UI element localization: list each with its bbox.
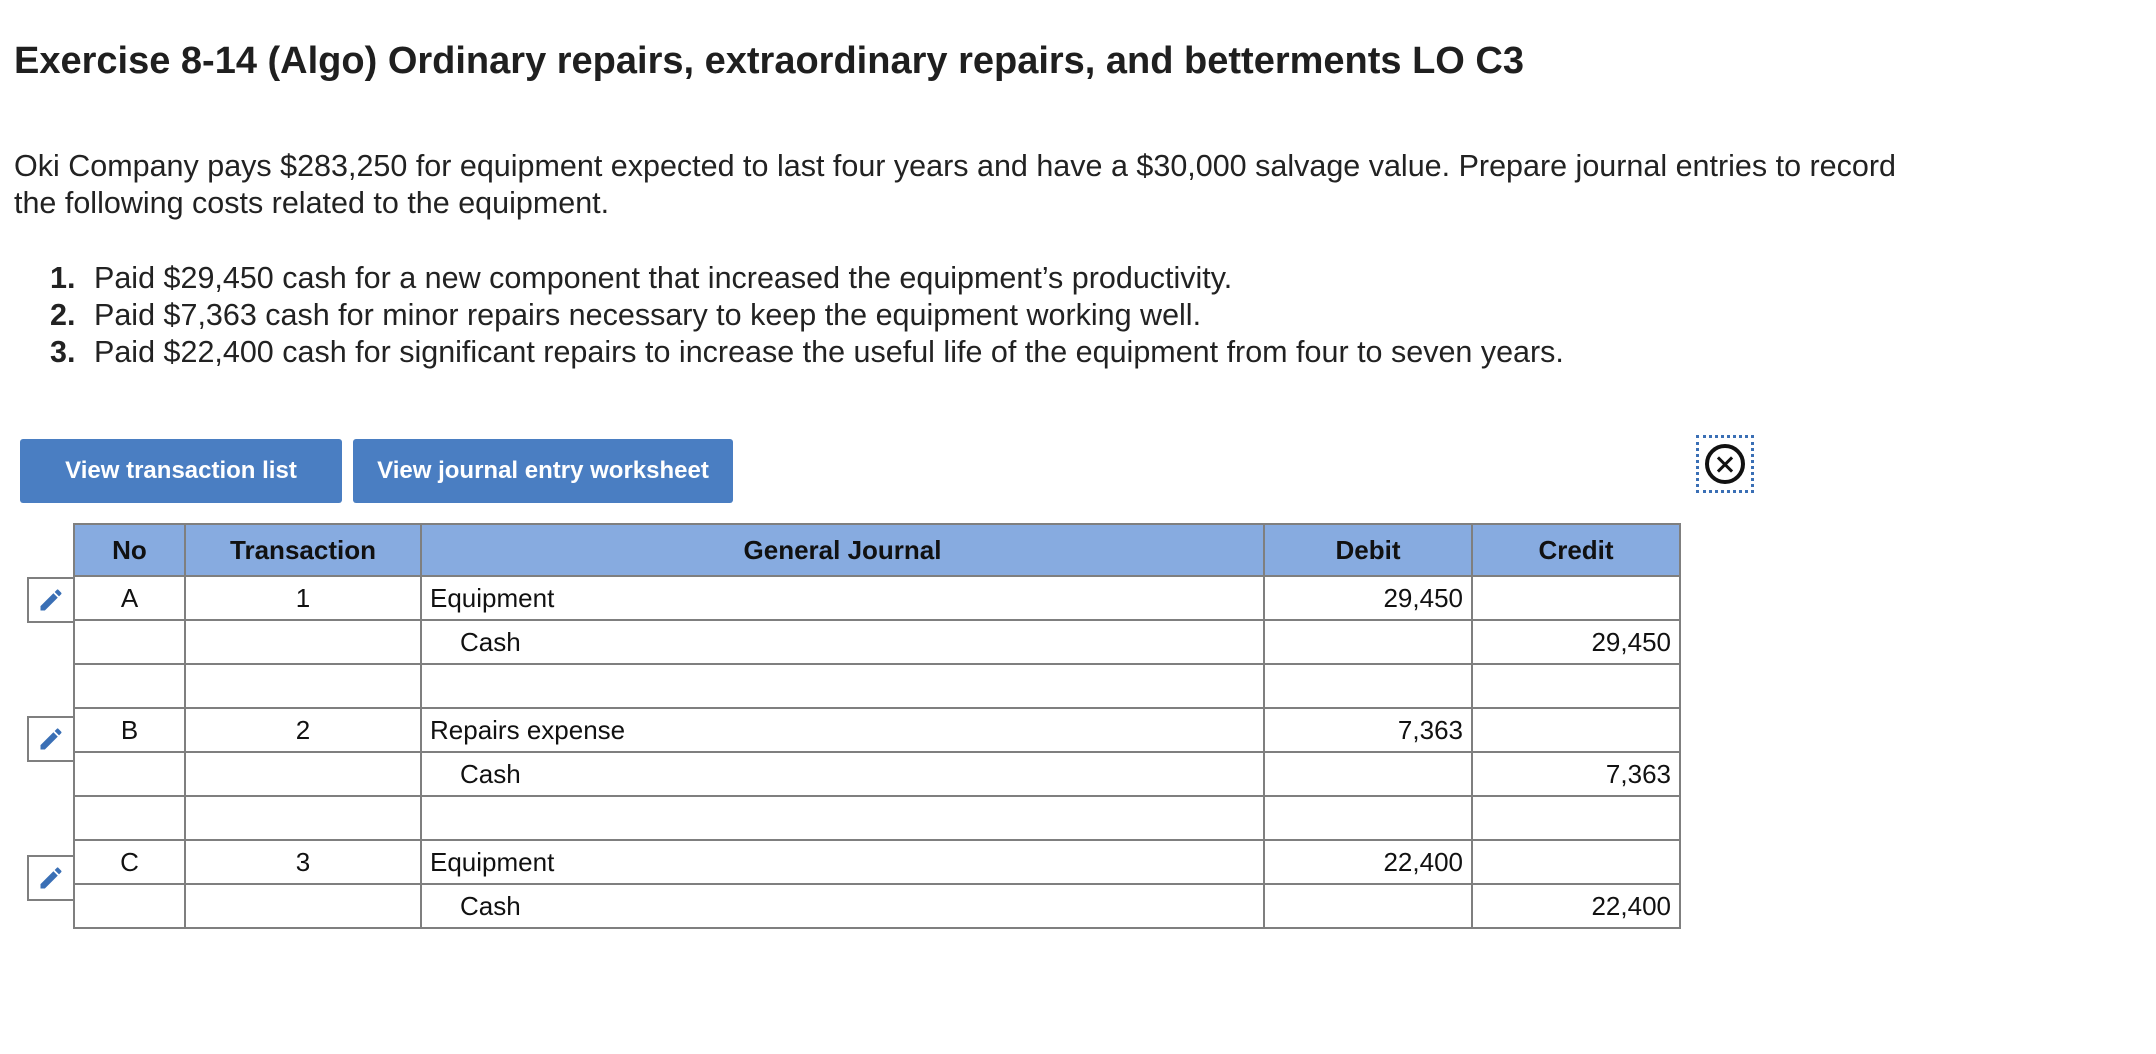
cell-no: A bbox=[74, 576, 185, 620]
cell-transaction: 3 bbox=[185, 840, 421, 884]
cell-no bbox=[74, 752, 185, 796]
cell-account: Equipment bbox=[421, 576, 1264, 620]
table-row bbox=[74, 664, 1680, 708]
cell-debit: 22,400 bbox=[1264, 840, 1472, 884]
header-transaction: Transaction bbox=[185, 524, 421, 576]
cell-account: Cash bbox=[421, 752, 1264, 796]
list-item-text: Paid $7,363 cash for minor repairs necessary to keep the equipment working well. bbox=[94, 298, 1202, 332]
cell-transaction bbox=[185, 752, 421, 796]
problem-intro: Oki Company pays $283,250 for equipment expected to last four years and have a $30,000 salvage value. Prepare journal entries to record the following costs related to the equipment. bbox=[14, 149, 1896, 220]
cell-no bbox=[74, 664, 185, 708]
pencil-icon bbox=[37, 864, 65, 892]
cell-credit bbox=[1472, 664, 1680, 708]
table-header-row bbox=[74, 524, 1680, 576]
cell-transaction bbox=[185, 620, 421, 664]
cell-transaction: 1 bbox=[185, 576, 421, 620]
cell-credit bbox=[1472, 708, 1680, 752]
page-title: Exercise 8-14 (Algo) Ordinary repairs, extraordinary repairs, and betterments LO C3 bbox=[14, 40, 1524, 82]
header-debit: Debit bbox=[1264, 524, 1472, 576]
list-item bbox=[50, 334, 1564, 371]
cell-transaction bbox=[185, 796, 421, 840]
cell-debit bbox=[1264, 884, 1472, 928]
cell-transaction: 2 bbox=[185, 708, 421, 752]
cell-no bbox=[74, 796, 185, 840]
cell-credit: 7,363 bbox=[1472, 752, 1680, 796]
edit-entry-a-button[interactable] bbox=[27, 577, 73, 623]
cell-no: B bbox=[74, 708, 185, 752]
cell-credit: 22,400 bbox=[1472, 884, 1680, 928]
cell-no: C bbox=[74, 840, 185, 884]
cell-account bbox=[421, 796, 1264, 840]
cell-account: Cash bbox=[421, 620, 1264, 664]
cell-account: Equipment bbox=[421, 840, 1264, 884]
pencil-icon bbox=[37, 725, 65, 753]
table-row bbox=[74, 796, 1680, 840]
cell-debit bbox=[1264, 796, 1472, 840]
table-row bbox=[74, 884, 1680, 928]
pencil-icon bbox=[37, 586, 65, 614]
list-item bbox=[50, 260, 1564, 297]
cell-no bbox=[74, 884, 185, 928]
header-general-journal: General Journal bbox=[421, 524, 1264, 576]
table-row bbox=[74, 576, 1680, 620]
list-item-text: Paid $22,400 cash for significant repairs to increase the useful life of the equipment from four to seven years. bbox=[94, 335, 1564, 369]
cell-transaction bbox=[185, 664, 421, 708]
cell-debit: 29,450 bbox=[1264, 576, 1472, 620]
cell-debit bbox=[1264, 620, 1472, 664]
cell-debit bbox=[1264, 664, 1472, 708]
cell-account: Repairs expense bbox=[421, 708, 1264, 752]
cell-credit: 29,450 bbox=[1472, 620, 1680, 664]
table-row bbox=[74, 620, 1680, 664]
list-item-number: 1. bbox=[50, 261, 76, 295]
cell-account: Cash bbox=[421, 884, 1264, 928]
requirement-list bbox=[50, 260, 1564, 371]
cell-account bbox=[421, 664, 1264, 708]
cell-debit: 7,363 bbox=[1264, 708, 1472, 752]
view-transaction-list-button[interactable]: View transaction list bbox=[20, 439, 342, 503]
general-journal-table bbox=[73, 523, 1681, 929]
list-item-number: 2. bbox=[50, 298, 76, 332]
cell-transaction bbox=[185, 884, 421, 928]
cell-debit bbox=[1264, 752, 1472, 796]
header-credit: Credit bbox=[1472, 524, 1680, 576]
edit-entry-c-button[interactable] bbox=[27, 855, 73, 901]
cell-no bbox=[74, 620, 185, 664]
cell-credit bbox=[1472, 576, 1680, 620]
view-journal-entry-worksheet-button[interactable]: View journal entry worksheet bbox=[353, 439, 733, 503]
cell-credit bbox=[1472, 796, 1680, 840]
list-item-number: 3. bbox=[50, 335, 76, 369]
header-no: No bbox=[74, 524, 185, 576]
cell-credit bbox=[1472, 840, 1680, 884]
list-item-text: Paid $29,450 cash for a new component that increased the equipment’s productivity. bbox=[94, 261, 1233, 295]
list-item bbox=[50, 297, 1564, 334]
table-row bbox=[74, 708, 1680, 752]
close-button[interactable] bbox=[1696, 435, 1754, 493]
edit-entry-b-button[interactable] bbox=[27, 716, 73, 762]
table-row bbox=[74, 752, 1680, 796]
close-circle-icon bbox=[1705, 444, 1745, 484]
table-row bbox=[74, 840, 1680, 884]
